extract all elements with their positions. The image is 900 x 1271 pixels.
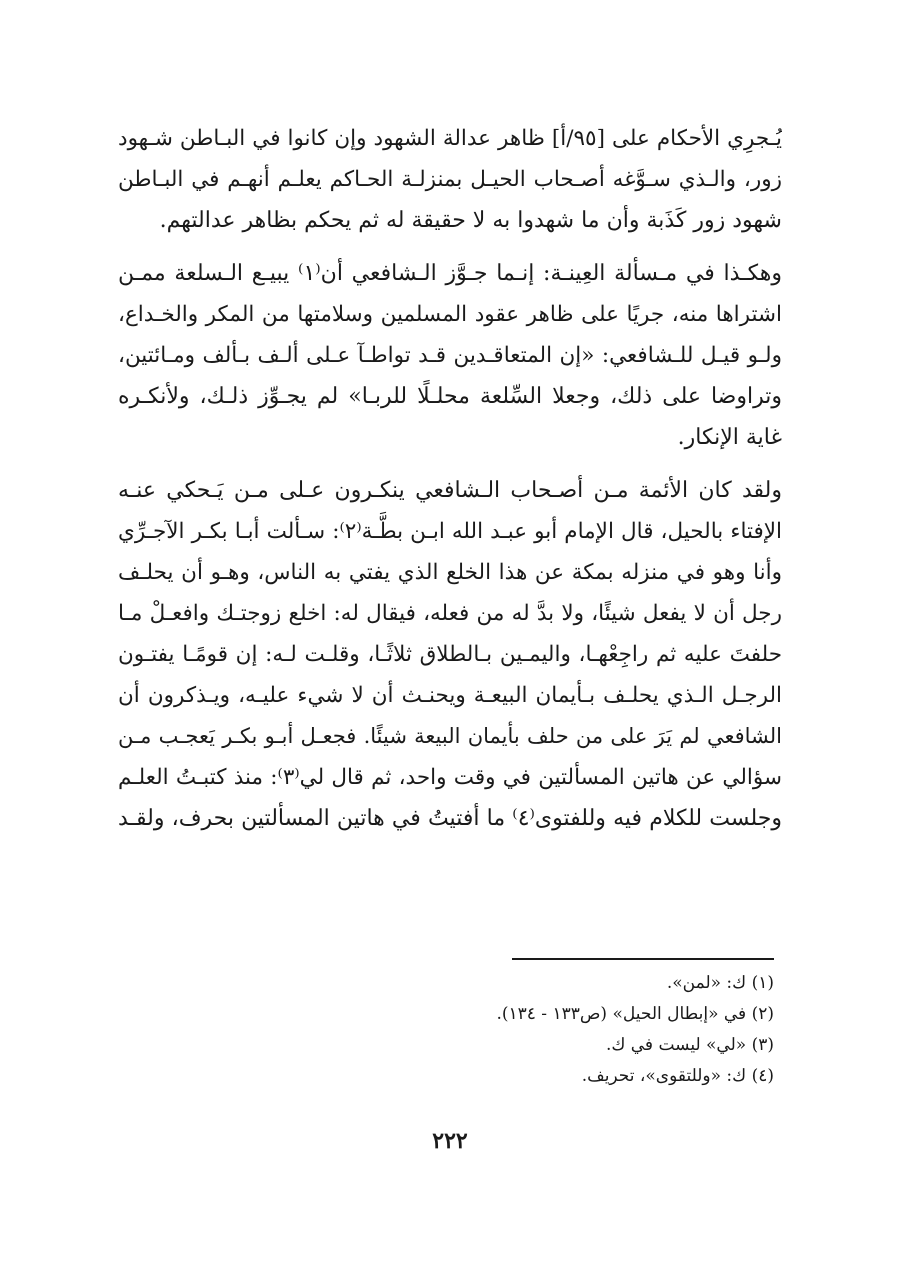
footnote-3: (٣) «لي» ليست في ك. [605,1035,774,1055]
text-line: الشافعي لم يَرَ على من حلف بأيمان البيعة شيئًا. فجعـل أبـو بكـر يَعجـب مـن [118,724,782,748]
text-line: وجلست للكلام فيه وللفتوى⁽٤⁾ ما أفتيتُ في هاتين المسألتين بحرف، ولقـد [118,806,782,831]
text-line: يُـجرِي الأحكام على [٩٥/أ] ظاهر عدالة الشهود وإن كانوا في البـاطن شـهود [118,126,782,151]
main-text [118,118,782,839]
paragraph-3 [118,470,782,839]
footnote-divider [512,958,774,960]
text-line: سؤالي عن هاتين المسألتين في وقت واحد، ثم قال لي⁽٣⁾: منذ كتبـتُ العلـم [118,765,782,790]
footnote-4: (٤) ك: «وللتقوى»، تحريف. [581,1066,774,1086]
text-line: ولـو قيـل للـشافعي: «إن المتعاقـدين قـد تواطـآ عـلى ألـف بـألف ومـائتين، [118,343,782,368]
text-line: وأنا وهو في منزله بمكة عن هذا الخلع الذي يفتي به الناس، وهـو أن يحلـف [118,560,782,585]
footnote-2: (٢) في «إبطال الحيل» (ص١٣٣ - ١٣٤). [496,1004,774,1024]
paragraph-2 [118,253,782,458]
text-line: الإفتاء بالحيل، قال الإمام أبو عبـد الله ابـن بطَّـة⁽٢⁾: سـألت أبـا بكـر الآجـرِّي [118,519,782,544]
text-line: وتراوضا على ذلك، وجعلا السِّلعة محلـلًا للربـا» لم يجـوِّز ذلـك، ولأنكـره [118,384,782,409]
text-line: زور، والـذي سـوَّغه أصـحاب الحيـل بمنزلـة الحـاكم يعلـم أنهـم في البـاطن [118,167,782,192]
footnotes [300,968,774,1092]
footnote-1: (١) ك: «لمن». [666,973,774,993]
text-line: الرجـل الـذي يحلـف بـأيمان البيعـة ويحنـث أن لا شيء عليـه، ويـذكرون أن [118,683,782,708]
paragraph-1 [118,118,782,241]
text-line: حلفتَ عليه ثم راجِعْهـا، واليمـين بـالطلاق ثلاثًـا، وقلـت لـه: إن قومًـا يفتـون [118,642,782,667]
text-line: وهكـذا في مـسألة العِينـة: إنـما جـوَّز الـشافعي أن⁽١⁾ يبيـع الـسلعة ممـن [118,261,782,286]
text-line: اشتراها منه، جريًا على ظاهر عقود المسلمين وسلامتها من المكر والخـداع، [118,302,782,327]
text-line: شهود زور كَذَبة وأن ما شهدوا به لا حقيقة له ثم يحكم بظاهر عدالتهم. [159,208,782,233]
text-line: رجل أن لا يفعل شيئًا، ولا بدَّ له من فعله، فيقال له: اخلع زوجتـك وافعـلْ مـا [118,601,782,626]
text-line: ولقد كان الأئمة مـن أصـحاب الـشافعي ينكـرون عـلى مـن يَـحكي عنـه [118,478,782,503]
page-number: ٢٢٢ [432,1128,468,1154]
text-line: غاية الإنكار. [677,425,782,450]
